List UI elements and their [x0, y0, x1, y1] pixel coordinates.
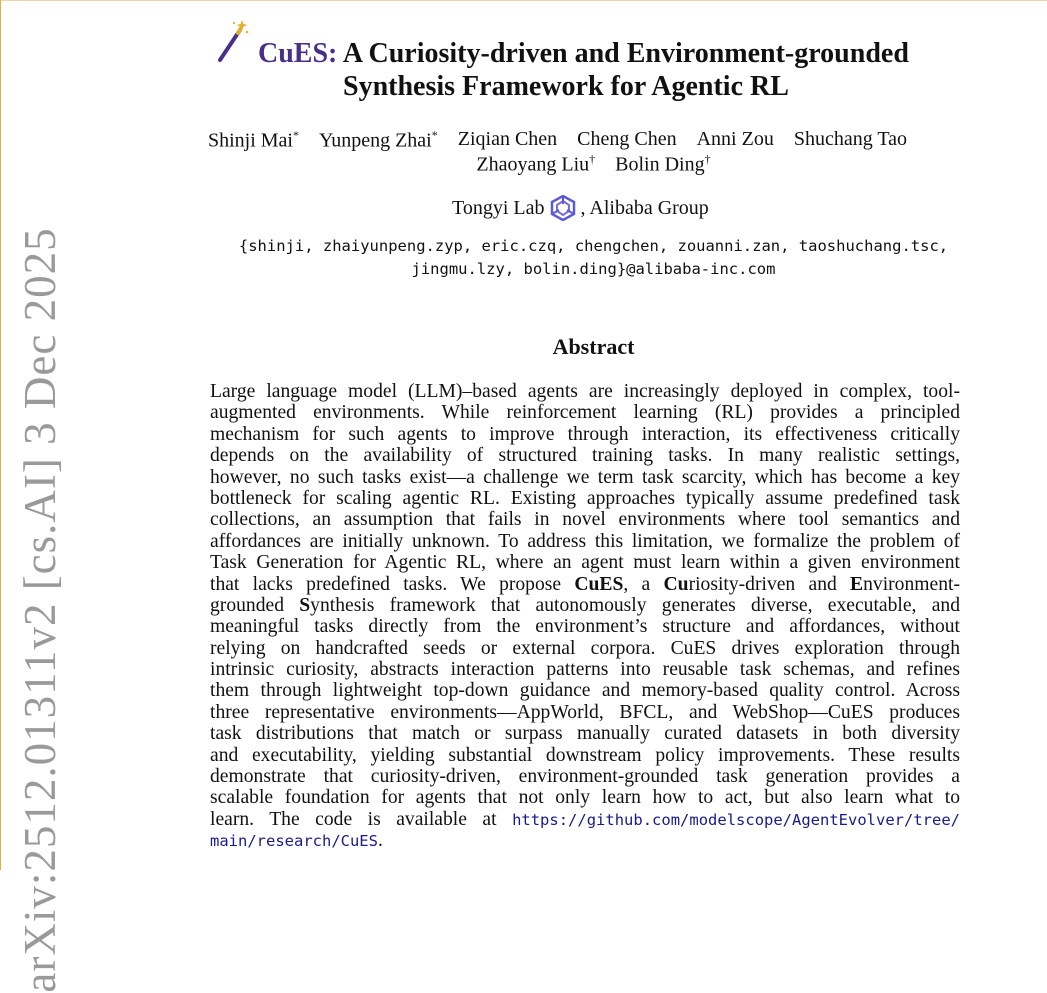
abstract-line: depends on the availability of structured training tasks. In many realistic settings,	[210, 445, 960, 467]
abstract-line: however, no such tasks exist—a challenge we term task scarcity, which has become a key	[210, 466, 960, 488]
author: Cheng Chen	[577, 128, 677, 150]
abstract-line: learn. The code is available at https://github.com/modelscope/AgentEvolver/tree/	[210, 808, 960, 830]
tongyi-logo-icon	[550, 195, 576, 221]
abstract-line: main/research/CuES.	[210, 830, 383, 852]
abstract-line: task distributions that match or surpass manually curated datasets in both diversity	[210, 723, 960, 745]
abstract-line: them through lightweight top-down guidance and memory-based quality control. Across	[210, 680, 960, 702]
abstract-body	[210, 381, 960, 852]
page-top-border	[0, 0, 1047, 1]
abstract-line: mechanism for such agents to improve through interaction, its effectiveness critically	[210, 423, 960, 445]
author: Ziqian Chen	[457, 128, 558, 150]
abstract-line: Large language model (LLM)–based agents are increasingly deployed in complex, tool-	[210, 381, 960, 402]
author: Bolin Ding†	[615, 152, 711, 176]
title-line-1-rest: A Curiosity-driven and Environment-grounded	[337, 38, 909, 69]
abstract-line: affordances are initially unknown. To address this limitation, we formalize the problem of	[210, 530, 960, 552]
lab-name: Tongyi Lab	[452, 196, 545, 219]
abstract-line: three representative environments—AppWorld, BFCL, and WebShop—CuES produces	[210, 701, 960, 723]
arxiv-stamp-text: arXiv:2512.01311v2 [cs.AI] 3 Dec 2025	[15, 227, 65, 993]
title-line-2: Synthesis Framework for Agentic RL	[343, 71, 789, 102]
author: Shuchang Tao	[793, 128, 908, 150]
abstract-line: intrinsic curiosity, abstracts interaction patterns into reusable task schemas, and refines	[210, 659, 960, 681]
abstract-line: relying on handcrafted seeds or external corpora. CuES drives exploration through	[210, 637, 960, 659]
author-emails-line-1: {shinji, zhaiyunpeng.zyp, eric.czq, chengchen, zouanni.zan, taoshuchang.tsc,	[238, 237, 949, 255]
abstract-line: scalable foundation for agents that not only learn how to act, but also learn what to	[210, 787, 960, 809]
abstract-line: meaningful tasks directly from the environment’s structure and affordances, without	[210, 616, 960, 638]
organization-name: , Alibaba Group	[580, 196, 709, 219]
abstract-line: Task Generation for Agentic RL, where an agent must learn within a given environment	[210, 552, 960, 574]
author-list-row-1	[0, 128, 1047, 153]
magic-wand-icon	[214, 18, 250, 64]
author: Zhaoyang Liu†	[476, 152, 596, 176]
abstract-line: collections, an assumption that fails in novel environments where tool semantics and	[210, 509, 960, 531]
abstract-line: that lacks predefined tasks. We propose CuES, a Curiosity-driven and Environment-	[210, 573, 960, 595]
author-emails-line-2: jingmu.lzy, bolin.ding}@alibaba-inc.com	[411, 260, 776, 278]
abstract-line: grounded Synthesis framework that autonomously generates diverse, executable, and	[210, 594, 960, 616]
abstract-line: and executability, yielding substantial downstream policy improvements. These results	[210, 744, 960, 766]
title-brand: CuES:	[258, 38, 338, 69]
abstract-line: augmented environments. While reinforcement learning (RL) provides a principled	[210, 402, 960, 424]
code-repo-link[interactable]: https://github.com/modelscope/AgentEvolver/tree/	[512, 810, 960, 829]
author: Anni Zou	[696, 128, 774, 150]
affiliation	[452, 195, 709, 221]
abstract-heading: Abstract	[552, 334, 635, 359]
author: Yunpeng Zhai*	[318, 128, 438, 152]
author-list-row-2	[0, 152, 1047, 177]
title-line-1	[258, 38, 909, 70]
abstract-line: demonstrate that curiosity-driven, environment-grounded task generation provides a	[210, 766, 960, 788]
code-repo-link-continued[interactable]: main/research/CuES	[210, 832, 378, 851]
abstract-line: bottleneck for scaling agentic RL. Existing approaches typically assume predefined task	[210, 487, 960, 509]
paper-title	[214, 18, 974, 108]
author: Shinji Mai*	[207, 128, 299, 152]
